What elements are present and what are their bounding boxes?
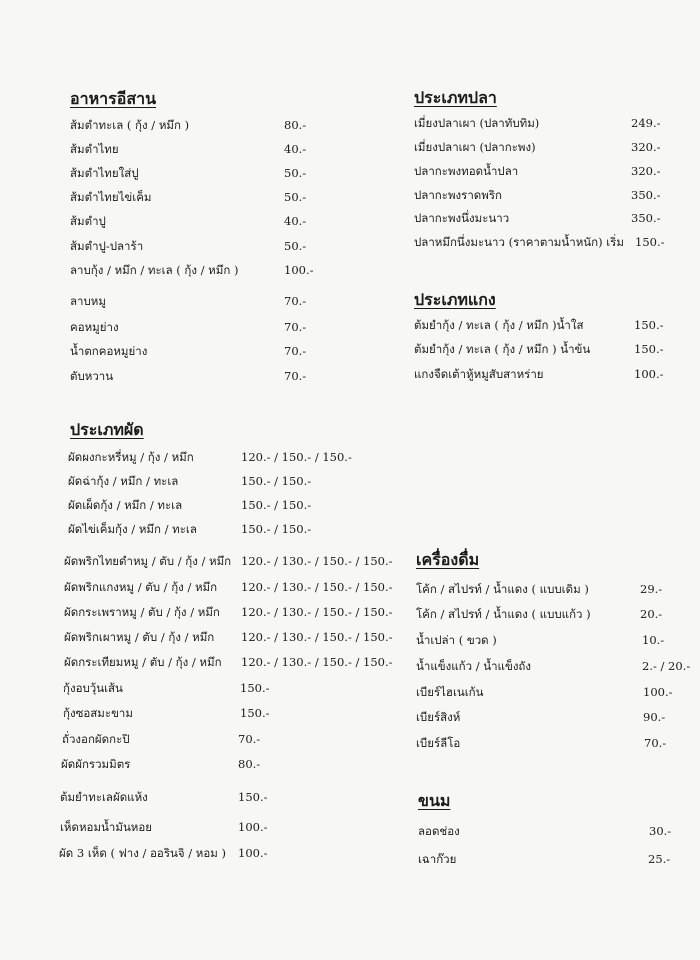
item-name: ส้มตำปู bbox=[70, 214, 106, 228]
item-price: 150.- / 150.- bbox=[241, 474, 312, 488]
item-price: 120.- / 130.- / 150.- / 150.- bbox=[241, 605, 393, 619]
item-price: 50.- bbox=[284, 239, 307, 253]
item-price: 120.- / 150.- / 150.- bbox=[241, 450, 352, 464]
item-price: 120.- / 130.- / 150.- / 150.- bbox=[241, 655, 393, 669]
item-name: ปลากะพงนึ่งมะนาว bbox=[414, 211, 510, 225]
item-name: เบียร์สิงห์ bbox=[416, 710, 461, 724]
item-name: ต้มยำกุ้ง / ทะเล ( กุ้ง / หมึก ) น้ำข้น bbox=[414, 342, 591, 356]
item-price: 150.- bbox=[634, 318, 664, 332]
item-price: 150.- bbox=[238, 790, 268, 804]
item-name: โค้ก / สไปรท์ / น้ำแดง ( แบบแก้ว ) bbox=[416, 607, 591, 621]
item-name: ผัดกระเทียมหมู / ตับ / กุ้ง / หมึก bbox=[64, 655, 222, 669]
item-name: ส้มตำทะเล ( กุ้ง / หมึก ) bbox=[70, 118, 190, 132]
item-price: 50.- bbox=[284, 190, 307, 204]
item-name: เห็ดหอมน้ำมันหอย bbox=[60, 820, 153, 834]
item-name: ลาบกุ้ง / หมึก / ทะเล ( กุ้ง / หมึก ) bbox=[70, 263, 239, 277]
item-price: 100.- bbox=[238, 820, 268, 834]
item-name: ส้มตำปู-ปลาร้า bbox=[70, 239, 144, 253]
item-price: 150.- bbox=[240, 706, 270, 720]
item-name: ผัดผงกะหรี่หมู / กุ้ง / หมึก bbox=[68, 450, 194, 464]
item-price: 150.- / 150.- bbox=[241, 522, 312, 536]
item-name: ส้มตำไทย bbox=[70, 142, 119, 156]
section-title-curry: ประเภทแกง bbox=[414, 290, 496, 309]
item-name: ผัดเผ็ดกุ้ง / หมึก / ทะเล bbox=[68, 498, 183, 512]
item-name: แกงจืดเต้าหู้หมูสับสาหร่าย bbox=[414, 367, 544, 381]
item-price: 40.- bbox=[284, 142, 307, 156]
section-title-fish: ประเภทปลา bbox=[414, 88, 497, 107]
item-price: 249.- bbox=[631, 116, 661, 130]
item-price: 120.- / 130.- / 150.- / 150.- bbox=[241, 580, 393, 594]
item-price: 2.- / 20.- bbox=[642, 659, 691, 673]
item-name: โค้ก / สไปรท์ / น้ำแดง ( แบบเดิม ) bbox=[416, 582, 589, 596]
item-price: 70.- bbox=[238, 732, 261, 746]
item-price: 150.- bbox=[635, 235, 665, 249]
item-name: กุ้งซอสมะขาม bbox=[63, 706, 133, 720]
item-price: 70.- bbox=[284, 294, 307, 308]
item-name: ส้มตำไทยใส่ปู bbox=[70, 166, 139, 180]
item-name: ต้มยำทะเลผัดแห้ง bbox=[60, 790, 148, 804]
item-name: ตับหวาน bbox=[70, 369, 114, 383]
item-name: เบียร์ลีโอ bbox=[416, 736, 461, 750]
item-name: ถั่วงอกผัดกะปิ bbox=[62, 732, 130, 746]
item-price: 120.- / 130.- / 150.- / 150.- bbox=[241, 630, 393, 644]
item-name: ลาบหมู bbox=[70, 294, 106, 308]
item-name: คอหมูย่าง bbox=[70, 320, 119, 334]
item-price: 150.- bbox=[634, 342, 664, 356]
item-price: 20.- bbox=[640, 607, 663, 621]
item-price: 100.- bbox=[634, 367, 664, 381]
section-title-isan: อาหารอีสาน bbox=[70, 89, 157, 108]
item-price: 120.- / 130.- / 150.- / 150.- bbox=[241, 554, 393, 568]
item-name: น้ำเปล่า ( ขวด ) bbox=[416, 633, 497, 647]
item-price: 70.- bbox=[284, 344, 307, 358]
item-name: ผัดพริกเผาหมู / ตับ / กุ้ง / หมึก bbox=[64, 630, 215, 644]
item-price: 100.- bbox=[643, 685, 673, 699]
item-name: ผัดกระเพราหมู / ตับ / กุ้ง / หมึก bbox=[64, 605, 220, 619]
item-price: 70.- bbox=[284, 369, 307, 383]
item-name: ต้มยำกุ้ง / ทะเล ( กุ้ง / หมึก )น้ำใส bbox=[414, 318, 584, 332]
item-price: 100.- bbox=[284, 263, 314, 277]
item-price: 70.- bbox=[284, 320, 307, 334]
item-name: น้ำตกคอหมูย่าง bbox=[70, 344, 148, 358]
item-name: ผัดฉ่ากุ้ง / หมึก / ทะเล bbox=[68, 474, 179, 488]
section-title-drinks: เครื่องดื่ม bbox=[416, 550, 480, 569]
item-price: 90.- bbox=[643, 710, 666, 724]
section-title-stirfry: ประเภทผัด bbox=[70, 420, 144, 439]
item-price: 40.- bbox=[284, 214, 307, 228]
item-price: 10.- bbox=[642, 633, 665, 647]
item-price: 50.- bbox=[284, 166, 307, 180]
item-name: เมี่ยงปลาเผา (ปลากะพง) bbox=[414, 140, 536, 154]
section-title-dessert: ขนม bbox=[418, 791, 451, 810]
item-name: ผัด 3 เห็ด ( ฟาง / ออรินจิ / หอม ) bbox=[59, 846, 226, 860]
item-price: 320.- bbox=[631, 140, 661, 154]
item-name: ส้มตำไทยไข่เค็ม bbox=[70, 190, 152, 204]
item-name: ผัดไข่เค็มกุ้ง / หมึก / ทะเล bbox=[68, 522, 197, 536]
item-name: เฉาก๊วย bbox=[418, 852, 457, 866]
item-name: ลอดช่อง bbox=[418, 824, 460, 838]
item-price: 150.- / 150.- bbox=[241, 498, 312, 512]
item-price: 350.- bbox=[631, 188, 661, 202]
item-name: เบียร์ไฮเนเก้น bbox=[416, 685, 484, 699]
item-price: 350.- bbox=[631, 211, 661, 225]
item-price: 320.- bbox=[631, 164, 661, 178]
item-price: 80.- bbox=[238, 757, 261, 771]
item-name: เมี่ยงปลาเผา (ปลาทับทิม) bbox=[414, 116, 540, 130]
item-name: ผัดพริกแกงหมู / ตับ / กุ้ง / หมึก bbox=[64, 580, 218, 594]
item-price: 150.- bbox=[240, 681, 270, 695]
item-price: 100.- bbox=[238, 846, 268, 860]
item-name: ปลาหมึกนึ่งมะนาว (ราคาตามน้ำหนัก) เริ่ม bbox=[414, 235, 624, 249]
item-name: น้ำแข็งแก้ว / น้ำแข็งถัง bbox=[416, 659, 532, 673]
item-name: ปลากะพงทอดน้ำปลา bbox=[414, 164, 519, 178]
item-name: ปลากะพงราดพริก bbox=[414, 188, 502, 202]
item-price: 29.- bbox=[640, 582, 663, 596]
item-price: 80.- bbox=[284, 118, 307, 132]
item-price: 25.- bbox=[648, 852, 671, 866]
item-name: ผัดพริกไทยดำหมู / ตับ / กุ้ง / หมึก bbox=[64, 554, 232, 568]
item-price: 70.- bbox=[644, 736, 667, 750]
item-price: 30.- bbox=[649, 824, 672, 838]
item-name: ผัดผักรวมมิตร bbox=[61, 757, 131, 771]
item-name: กุ้งอบวุ้นเส้น bbox=[63, 681, 123, 695]
